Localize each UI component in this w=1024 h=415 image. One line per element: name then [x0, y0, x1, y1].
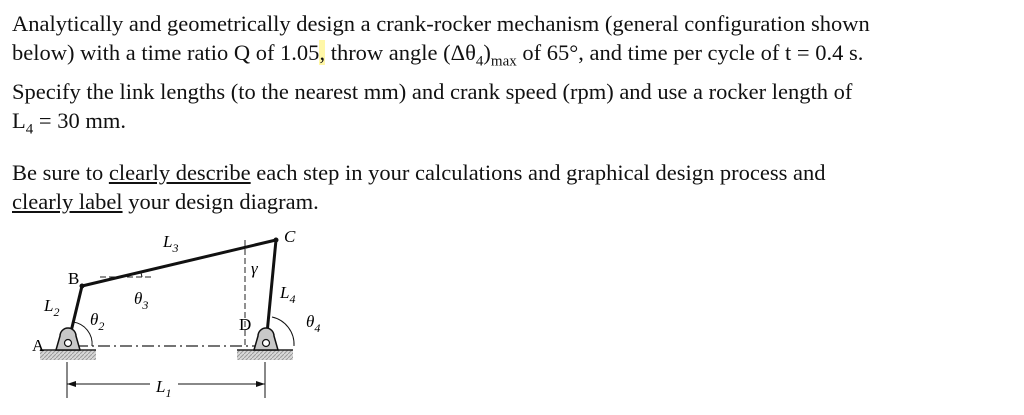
problem-line-4b: = 30 mm. [33, 107, 126, 133]
label-gamma: γ [251, 259, 258, 278]
instruction-a: Be sure to [12, 160, 109, 185]
problem-line-2a: below) with a time ratio Q of 1.05 [12, 40, 320, 65]
ground-hatch-right [237, 350, 293, 360]
dimension-arrow-right [256, 381, 265, 387]
label-theta4: $\theta_4$ [306, 312, 321, 335]
instruction-b: each step in your calculations and graphical design process and [250, 160, 826, 185]
dimension-arrow-left [67, 381, 76, 387]
problem-line-1: Analytically and geometrically design a crank-rocker mechanism (general configuration shown [12, 11, 870, 36]
instruction-paragraph [12, 158, 1012, 216]
underlined-clearly-label: clearly label [12, 189, 123, 214]
label-l1: $L_1$ [156, 377, 172, 400]
problem-line-4a: L [12, 107, 26, 133]
highlighted-comma: , [319, 40, 326, 65]
label-c: C [284, 227, 296, 246]
label-a: A [32, 336, 45, 355]
crank-rocker-diagram [20, 222, 380, 412]
label-b: B [68, 269, 80, 288]
joint-b [80, 284, 85, 289]
instruction-c: your design diagram. [122, 189, 319, 214]
theta3-arc [141, 273, 142, 277]
label-d: D [239, 315, 252, 334]
problem-line-3: Specify the link lengths (to the nearest mm) and crank speed (rpm) and use a rocker length of [12, 78, 853, 104]
label-theta2: $\theta_2$ [90, 310, 105, 333]
label-l3: $L_3$ [163, 232, 179, 255]
label-l4: $L_4$ [280, 283, 296, 306]
problem-statement [12, 9, 1012, 144]
problem-line-2d: of 65°, and time per cycle of t = 0.4 s. [516, 40, 864, 65]
pin-a [65, 340, 72, 347]
problem-line-2c: ) [483, 40, 491, 65]
underlined-clearly-describe: clearly describe [108, 160, 251, 185]
ground-hatch-left [40, 350, 96, 360]
pin-d [263, 340, 270, 347]
label-theta3: $\theta_3$ [134, 289, 149, 312]
subscript-l4: 4 [25, 121, 34, 137]
subscript-max: max [490, 53, 517, 70]
label-l2: $L_2$ [44, 296, 60, 319]
problem-line-2b: throw angle (Δθ [325, 40, 476, 65]
joint-c [274, 238, 279, 243]
subscript-4: 4 [475, 53, 484, 70]
coupler-link-l3 [82, 240, 276, 286]
